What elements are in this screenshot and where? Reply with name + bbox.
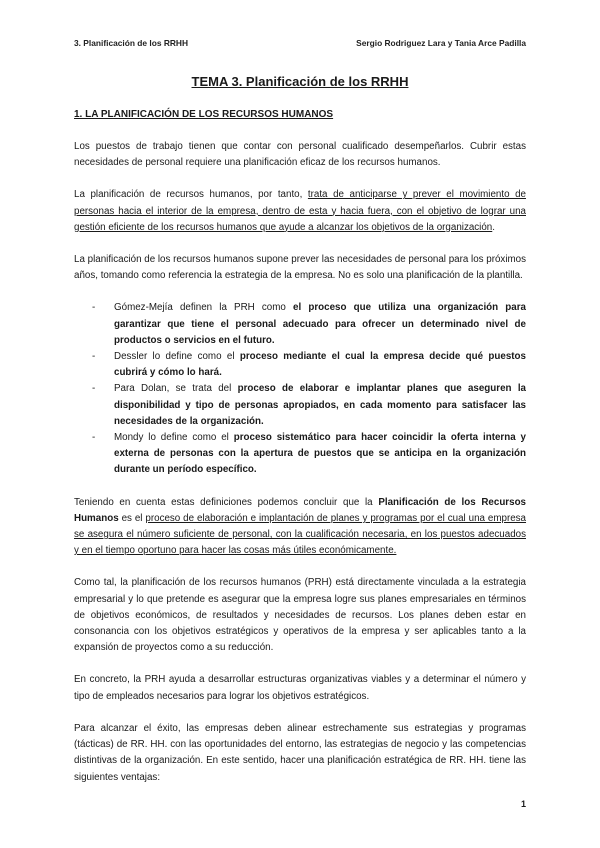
- underlined-text: trata de anticiparse y prever el movimiento de personas hacia el interior de la empresa, dentro de esta y hacia fuera, con el objetivo de lograr una gestión eficiente de los recursos humanos que ayude a alcanzar los objetivos de la organización: [74, 189, 526, 233]
- paragraph-strategy: Como tal, la planificación de los recursos humanos (PRH) está directamente vinculada a la estrategia empresarial y lo que pretende es asegurar que la empresa logre sus planes empresariales en términos de objetivos económicos, de resultados y necesidades de recursos. Los planes deben estar en consonancia con los objetivos estratégicos y operativos de la empresa y ser aplicables tanto a la expansión de proyectos como a su reducción.: [74, 577, 526, 654]
- list-item: [114, 349, 526, 381]
- paragraph-advantages: Para alcanzar el éxito, las empresas deben alinear estrechamente sus estrategias y programas (tácticas) de RR. HH. con las oportunidades del entorno, las estrategias de negocio y las competencias distintivas de la organización. En este sentido, hacer una planificación estratégica de RR. HH. tiene las siguientes ventajas:: [74, 722, 526, 783]
- paragraph-definition-prh: [74, 187, 526, 236]
- page-number: 1: [520, 799, 526, 809]
- paragraph-structures: En concreto, la PRH ayuda a desarrollar estructuras organizativas viables y a determinar el número y tipo de empleados necesarios para lograr los objetivos estratégicos.: [74, 674, 526, 702]
- list-item: [114, 300, 526, 349]
- paragraph-text: es el: [118, 512, 146, 524]
- paragraph-conclusion: [74, 495, 526, 560]
- list-item-text: Gómez-Mejía definen la PRH como: [114, 302, 294, 314]
- document-title: TEMA 3. Planificación de los RRHH: [191, 74, 409, 89]
- bold-term: Planificación de los Recursos Humanos: [74, 496, 526, 524]
- section-heading: 1. LA PLANIFICACIÓN DE LOS RECURSOS HUMANOS: [74, 109, 334, 120]
- list-item-bold: el proceso que utiliza una organización para garantizar que tiene el personal adecuado para ofrecer un determinado nivel de productos o servicios en el futuro.: [114, 302, 527, 346]
- running-header-right: Sergio Rodriguez Lara y Tania Arce Padilla: [356, 38, 526, 48]
- list-item-text: Para Dolan, se trata del: [114, 383, 238, 395]
- page-content: [74, 72, 526, 802]
- paragraph-prh-forecast: La planificación de los recursos humanos supone prever las necesidades de personal para los próximos años, tomando como referencia la estrategia de la empresa. No es solo una planificación de la plantilla.: [74, 254, 527, 282]
- definitions-list: [74, 300, 526, 478]
- list-item: [114, 381, 526, 430]
- list-item-bold: proceso sistemático para hacer coincidir la oferta interna y externa de personas con la apertura de puestos que se anticipa en la organización durante un período específico.: [114, 432, 526, 476]
- paragraph-intro: Los puestos de trabajo tienen que contar con personal cualificado desempeñarlos. Cubrir estas necesidades de personal requiere una planificación eficaz de los recursos humanos.: [74, 141, 526, 169]
- underlined-text: proceso de elaboración e implantación de planes y programas por el cual una empresa se asegura el número suficiente de personal, con la cualificación necesaria, en los puestos adecuados y en el tiempo oportuno para hacer las cosas más útiles económicamente.: [74, 512, 527, 557]
- running-header-left: 3. Planificación de los RRHH: [74, 38, 189, 48]
- paragraph-text: .: [492, 221, 495, 233]
- paragraph-text: Teniendo en cuenta estas definiciones podemos concluir que la: [74, 496, 379, 508]
- list-item-bold: proceso mediante el cual la empresa decide qué puestos cubrirá y cómo lo hará.: [114, 351, 526, 379]
- paragraph-text: La planificación de recursos humanos, por tanto,: [74, 189, 308, 201]
- list-item: [114, 430, 526, 479]
- list-item-text: Mondy lo define como el: [114, 432, 234, 444]
- list-item-bold: proceso de elaborar e implantar planes que aseguren la disponibilidad y tipo de personas apropiados, en cada momento para satisfacer las necesidades de la organización.: [114, 383, 526, 427]
- list-item-text: Dessler lo define como el: [114, 351, 240, 363]
